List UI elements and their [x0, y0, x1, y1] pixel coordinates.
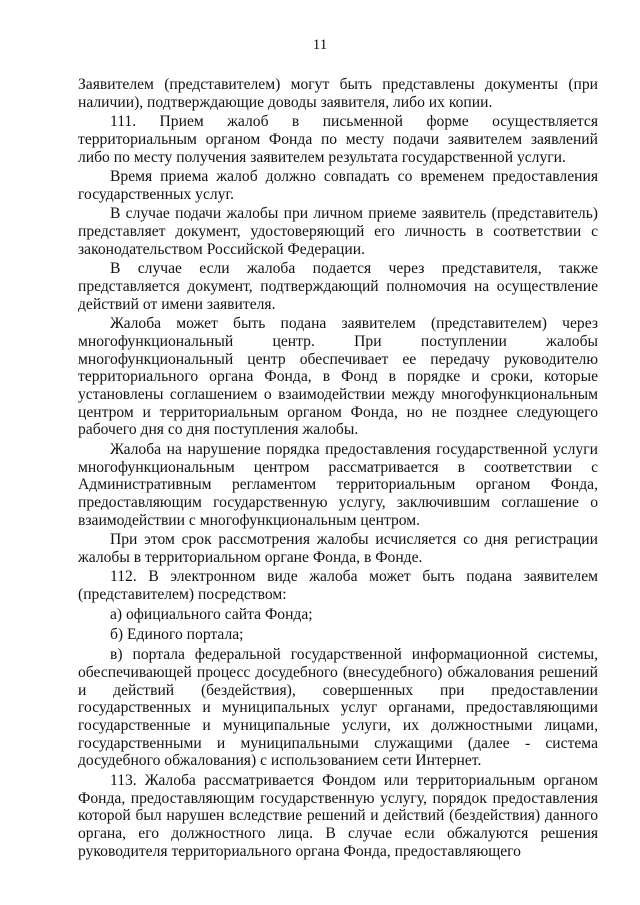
list-item-a-official-site: а) официального сайта Фонда; — [110, 605, 313, 623]
page-number: 11 — [312, 37, 328, 53]
list-item-c-federal-system: в) портала федеральной государственной информационной системы, обеспечивающей процесс досудебного (внесудебного) обжалования решений и действий (бездействия), совершенных при предоставлении государственных и муниципальных услуг органами, предоставляющими государственные и муниципальные услуги, их должностными лицами, государственными и муниципальными служащими (далее - система досудебного обжалования) с использованием сети Интернет. — [78, 646, 598, 770]
paragraph-reception-time: Время приема жалоб должно совпадать со временем предоставления государственных услуг. — [78, 168, 598, 203]
document-body — [78, 76, 598, 862]
paragraph-applicant-documents: Заявителем (представителем) могут быть представлены документы (при наличии), подтверждающие доводы заявителя, либо их копии. — [78, 76, 598, 111]
paragraph-representative: В случае если жалоба подается через представителя, также представляется документ, подтверждающий полномочия на осуществление действий от имени заявителя. — [78, 260, 598, 313]
paragraph-personal-reception: В случае подачи жалобы при личном приеме заявитель (представитель) представляет документ, удостоверяющий его личность в соответствии с законодательством Российской Федерации. — [78, 205, 598, 258]
paragraph-mfc-submission: Жалоба может быть подана заявителем (представителем) через многофункциональный центр. При поступлении жалобы многофункциональный центр обеспечивает ее передачу руководителю территориального органа Фонда, в Фонд в порядке и сроки, которые установлены соглашением о взаимодействии между многофункциональным центром и территориальным органом Фонда, но не позднее следующего рабочего дня со дня поступления жалобы. — [78, 315, 598, 439]
paragraph-review-period: При этом срок рассмотрения жалобы исчисляется со дня регистрации жалобы в территориальном органе Фонда, в Фонде. — [78, 531, 598, 566]
paragraph-mfc-violation: Жалоба на нарушение порядка предоставления государственной услуги многофункциональным центром рассматривается в соответствии с Административным регламентом территориальным органом Фонда, предоставляющим государственную услугу, заключившим соглашение о взаимодействии с многофункциональным центром. — [78, 440, 598, 529]
paragraph-113-review: 113. Жалоба рассматривается Фондом или территориальным органом Фонда, предоставляющим государственную услугу, порядок предоставления которой был нарушен вследствие решений и действий (бездействия) данного органа, его должностного лица. В случае если обжалуются решения руководителя территориального органа Фонда, предоставляющего — [78, 771, 598, 860]
list-item-b-unified-portal: б) Единого портала; — [110, 625, 244, 643]
paragraph-111-written-complaints: 111. Прием жалоб в письменной форме осуществляется территориальным органом Фонда по месту подачи заявителем заявлений либо по месту получения заявителем результата государственной услуги. — [78, 113, 598, 166]
paragraph-112-electronic: 112. В электронном виде жалоба может быть подана заявителем (представителем) посредством: — [78, 568, 598, 604]
